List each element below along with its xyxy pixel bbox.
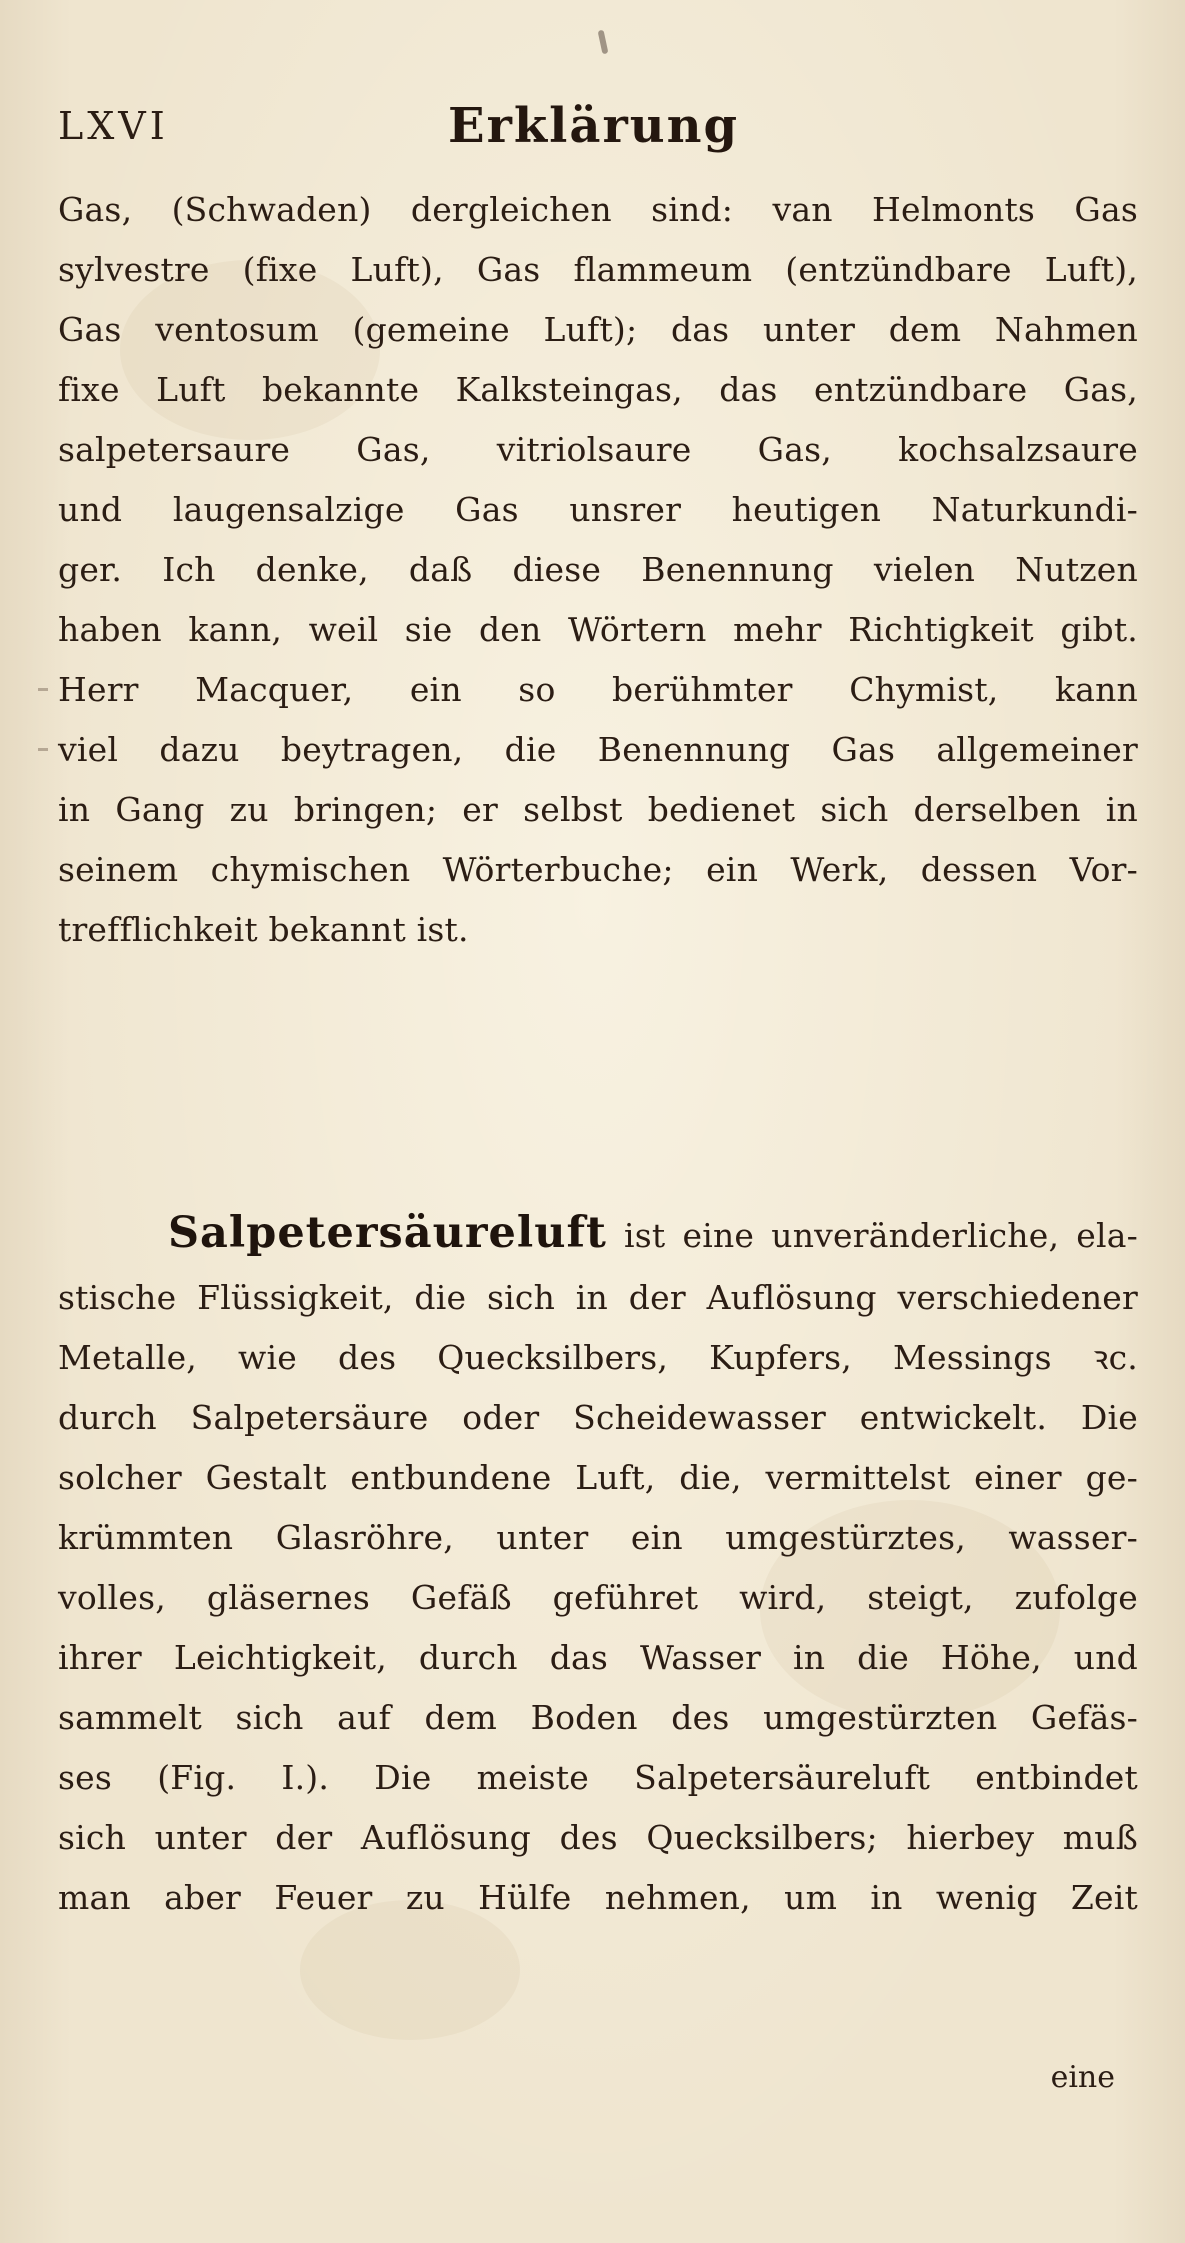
text-line: ses (Fig. I.). Die meiste Salpetersäureluft entbindet [58,1758,1138,1797]
page-header [58,98,1128,168]
catchword: eine [1050,2060,1115,2095]
text-line: salpetersaure Gas, vitriolsaure Gas, kochsalzsaure [58,430,1138,469]
text-line: volles, gläsernes Gefäß geführet wird, steigt, zufolge [58,1578,1138,1617]
text-line: ger. Ich denke, daß diese Benennung vielen Nutzen [58,550,1138,589]
ink-mark [598,30,609,55]
text-line: trefflichkeit bekannt ist. [58,910,469,949]
text-line [58,1198,1138,1268]
text-line: fixe Luft bekannte Kalksteingas, das entzündbare Gas, [58,370,1138,409]
text-line: Metalle, wie des Quecksilbers, Kupfers, Messings ꝛc. [58,1338,1138,1377]
lead-term: Salpetersäureluft [168,1208,607,1258]
margin-mark [38,748,48,751]
text-line: solcher Gestalt entbundene Luft, die, vermittelst einer ge- [58,1458,1138,1497]
text-line: seinem chymischen Wörterbuche; ein Werk, dessen Vor- [58,850,1138,889]
paragraph-1 [58,180,1138,960]
text-line: und laugensalzige Gas unsrer heutigen Naturkundi- [58,490,1138,529]
running-head: Erklärung [448,98,740,154]
text-line: stische Flüssigkeit, die sich in der Auflösung verschiedener [58,1278,1138,1317]
margin-mark [38,688,48,691]
text-line: durch Salpetersäure oder Scheidewasser entwickelt. Die [58,1398,1138,1437]
text-line: sich unter der Auflösung des Quecksilbers; hierbey muß [58,1818,1138,1857]
paragraph-2 [58,1198,1138,1928]
page-number: LXVI [58,104,169,148]
text-line: ihrer Leichtigkeit, durch das Wasser in die Höhe, und [58,1638,1138,1677]
text-line: man aber Feuer zu Hülfe nehmen, um in wenig Zeit [58,1878,1138,1917]
text-line: krümmten Glasröhre, unter ein umgestürztes, wasser- [58,1518,1138,1557]
text-line: sammelt sich auf dem Boden des umgestürzten Gefäs- [58,1698,1138,1737]
text-line: viel dazu beytragen, die Benennung Gas allgemeiner [58,730,1138,769]
text-line: Gas, (Schwaden) dergleichen sind: van Helmonts Gas [58,190,1138,229]
text-line: Herr Macquer, ein so berühmter Chymist, kann [58,670,1138,709]
text-line: in Gang zu bringen; er selbst bedienet sich derselben in [58,790,1138,829]
text-line: haben kann, weil sie den Wörtern mehr Richtigkeit gibt. [58,610,1138,649]
text-line: Gas ventosum (gemeine Luft); das unter dem Nahmen [58,310,1138,349]
first-line-rest: ist eine unveränderliche, ela- [624,1216,1138,1255]
text-line: sylvestre (fixe Luft), Gas flammeum (entzündbare Luft), [58,250,1138,289]
